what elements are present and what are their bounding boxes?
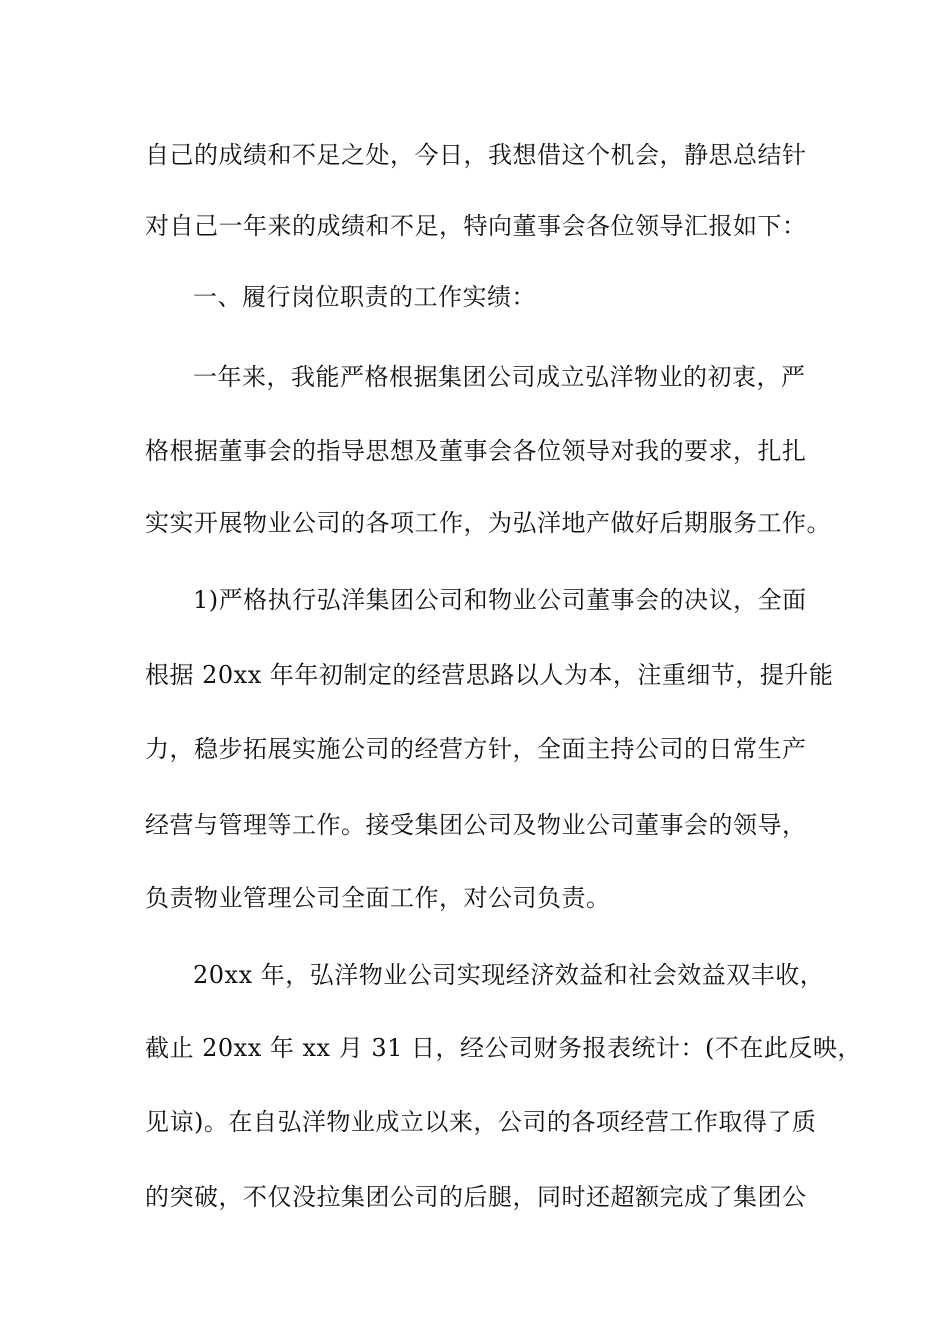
text-line: 力，稳步拓展实施公司的经营方针，全面主持公司的日常生产 <box>145 735 807 763</box>
text-line: 20xx 年，弘洋物业公司实现经济效益和社会效益双丰收， <box>193 961 825 989</box>
text-line: 一年来，我能严格根据集团公司成立弘洋物业的初衷，严 <box>193 363 806 391</box>
section-heading: 一、履行岗位职责的工作实绩： <box>193 283 536 311</box>
text-line: 对自己一年来的成绩和不足，特向董事会各位领导汇报如下： <box>145 212 807 240</box>
text-line: 格根据董事会的指导思想及董事会各位领导对我的要求，扎扎 <box>145 437 807 465</box>
text-line: 见谅)。在自弘洋物业成立以来，公司的各项经营工作取得了质 <box>145 1108 817 1136</box>
text-line: 1)严格执行弘洋集团公司和物业公司董事会的决议，全面 <box>193 586 807 614</box>
text-line: 自己的成绩和不足之处，今日，我想借这个机会，静思总结针 <box>145 141 807 169</box>
text-line: 经营与管理等工作。接受集团公司及物业公司董事会的领导， <box>145 811 807 839</box>
text-line: 负责物业管理公司全面工作，对公司负责。 <box>145 884 611 912</box>
text-line: 实实开展物业公司的各项工作，为弘洋地产做好后期服务工作。 <box>145 509 831 537</box>
text-line: 的突破，不仅没拉集团公司的后腿，同时还超额完成了集团公 <box>145 1183 807 1211</box>
text-line: 截止 20xx 年 xx 月 31 日，经公司财务报表统计：(不在此反映， <box>145 1034 862 1062</box>
text-line: 根据 20xx 年年初制定的经营思路以人为本，注重细节，提升能 <box>145 661 834 689</box>
